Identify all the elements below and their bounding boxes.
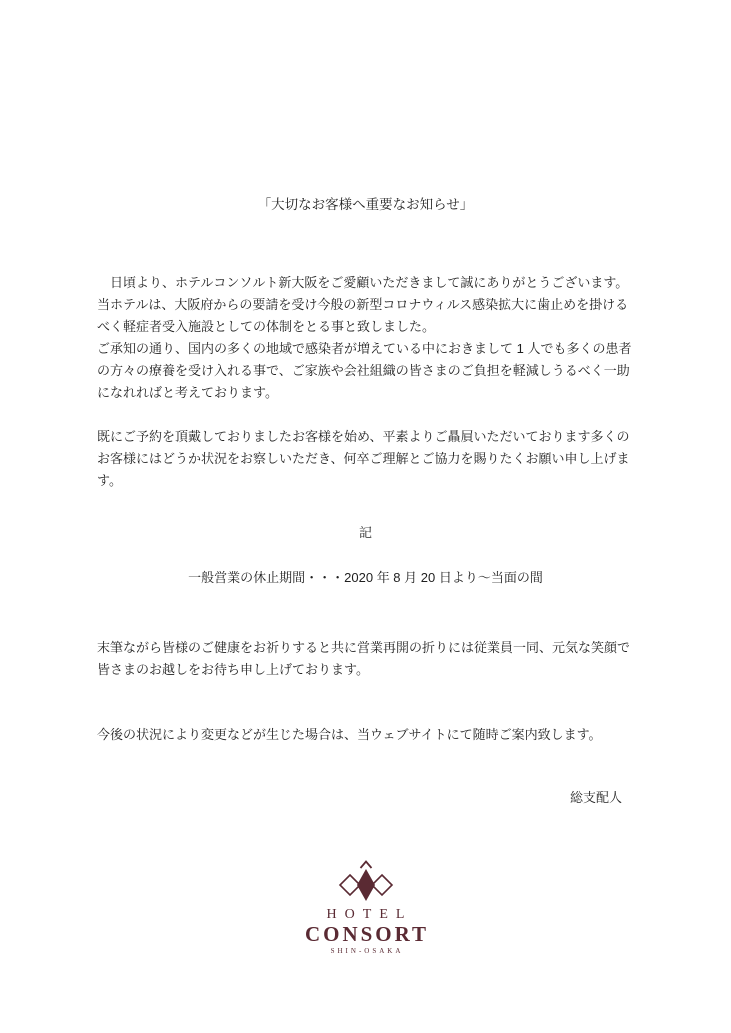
paragraph-reason: ご承知の通り、国内の多くの地域で感染者が増えている中におきまして 1 人でも多くの患者の方々の療養を受け入れる事で、ご家族や会社組織の皆さまのご負担を軽減しうるべく一助になれればと考えております。 (97, 341, 632, 400)
signature-general-manager: 総支配人 (569, 790, 622, 805)
paragraph-announcement: 当ホテルは、大阪府からの要請を受け今般の新型コロナウィルス感染拡大に歯止めを掛けるべく軽症者受入施設としての体制をとる事と致しました。 (97, 297, 629, 334)
logo-consort-text: CONSORT (304, 922, 430, 946)
paragraph-website: 今後の状況により変更などが生じた場合は、当ウェブサイトにて随時ご案内致します。 (97, 727, 602, 742)
page-title: 「大切なお客様へ重要なお知らせ」 (257, 197, 474, 212)
paragraph-reserved-guests: 既にご予約を頂戴しておりましたお客様を始め、平素よりご贔屓いただいております多くのお客様にはどうか状況をお察しいただき、何卒ご理解とご協力を賜りたくお願い申し上げます。 (97, 429, 630, 488)
diamond-mark-icon (336, 859, 396, 903)
hotel-consort-logo (97, 859, 634, 956)
logo-location-text: SHIN-OSAKA (330, 947, 404, 955)
ki-label: 記 (358, 525, 372, 540)
closure-period-line: 一般営業の休止期間・・・2020 年 8 月 20 日より～当面の間 (188, 570, 543, 585)
paragraph-closing: 末筆ながら皆様のご健康をお祈りすると共に営業再開の折りには従業員一同、元気な笑顔で皆さまのお越しをお待ち申し上げております。 (97, 640, 631, 677)
paragraph-greeting: 日頃より、ホテルコンソルト新大阪をご愛顧いただきまして誠にありがとうございます。 (97, 275, 629, 290)
logo-hotel-text: HOTEL (326, 907, 413, 922)
